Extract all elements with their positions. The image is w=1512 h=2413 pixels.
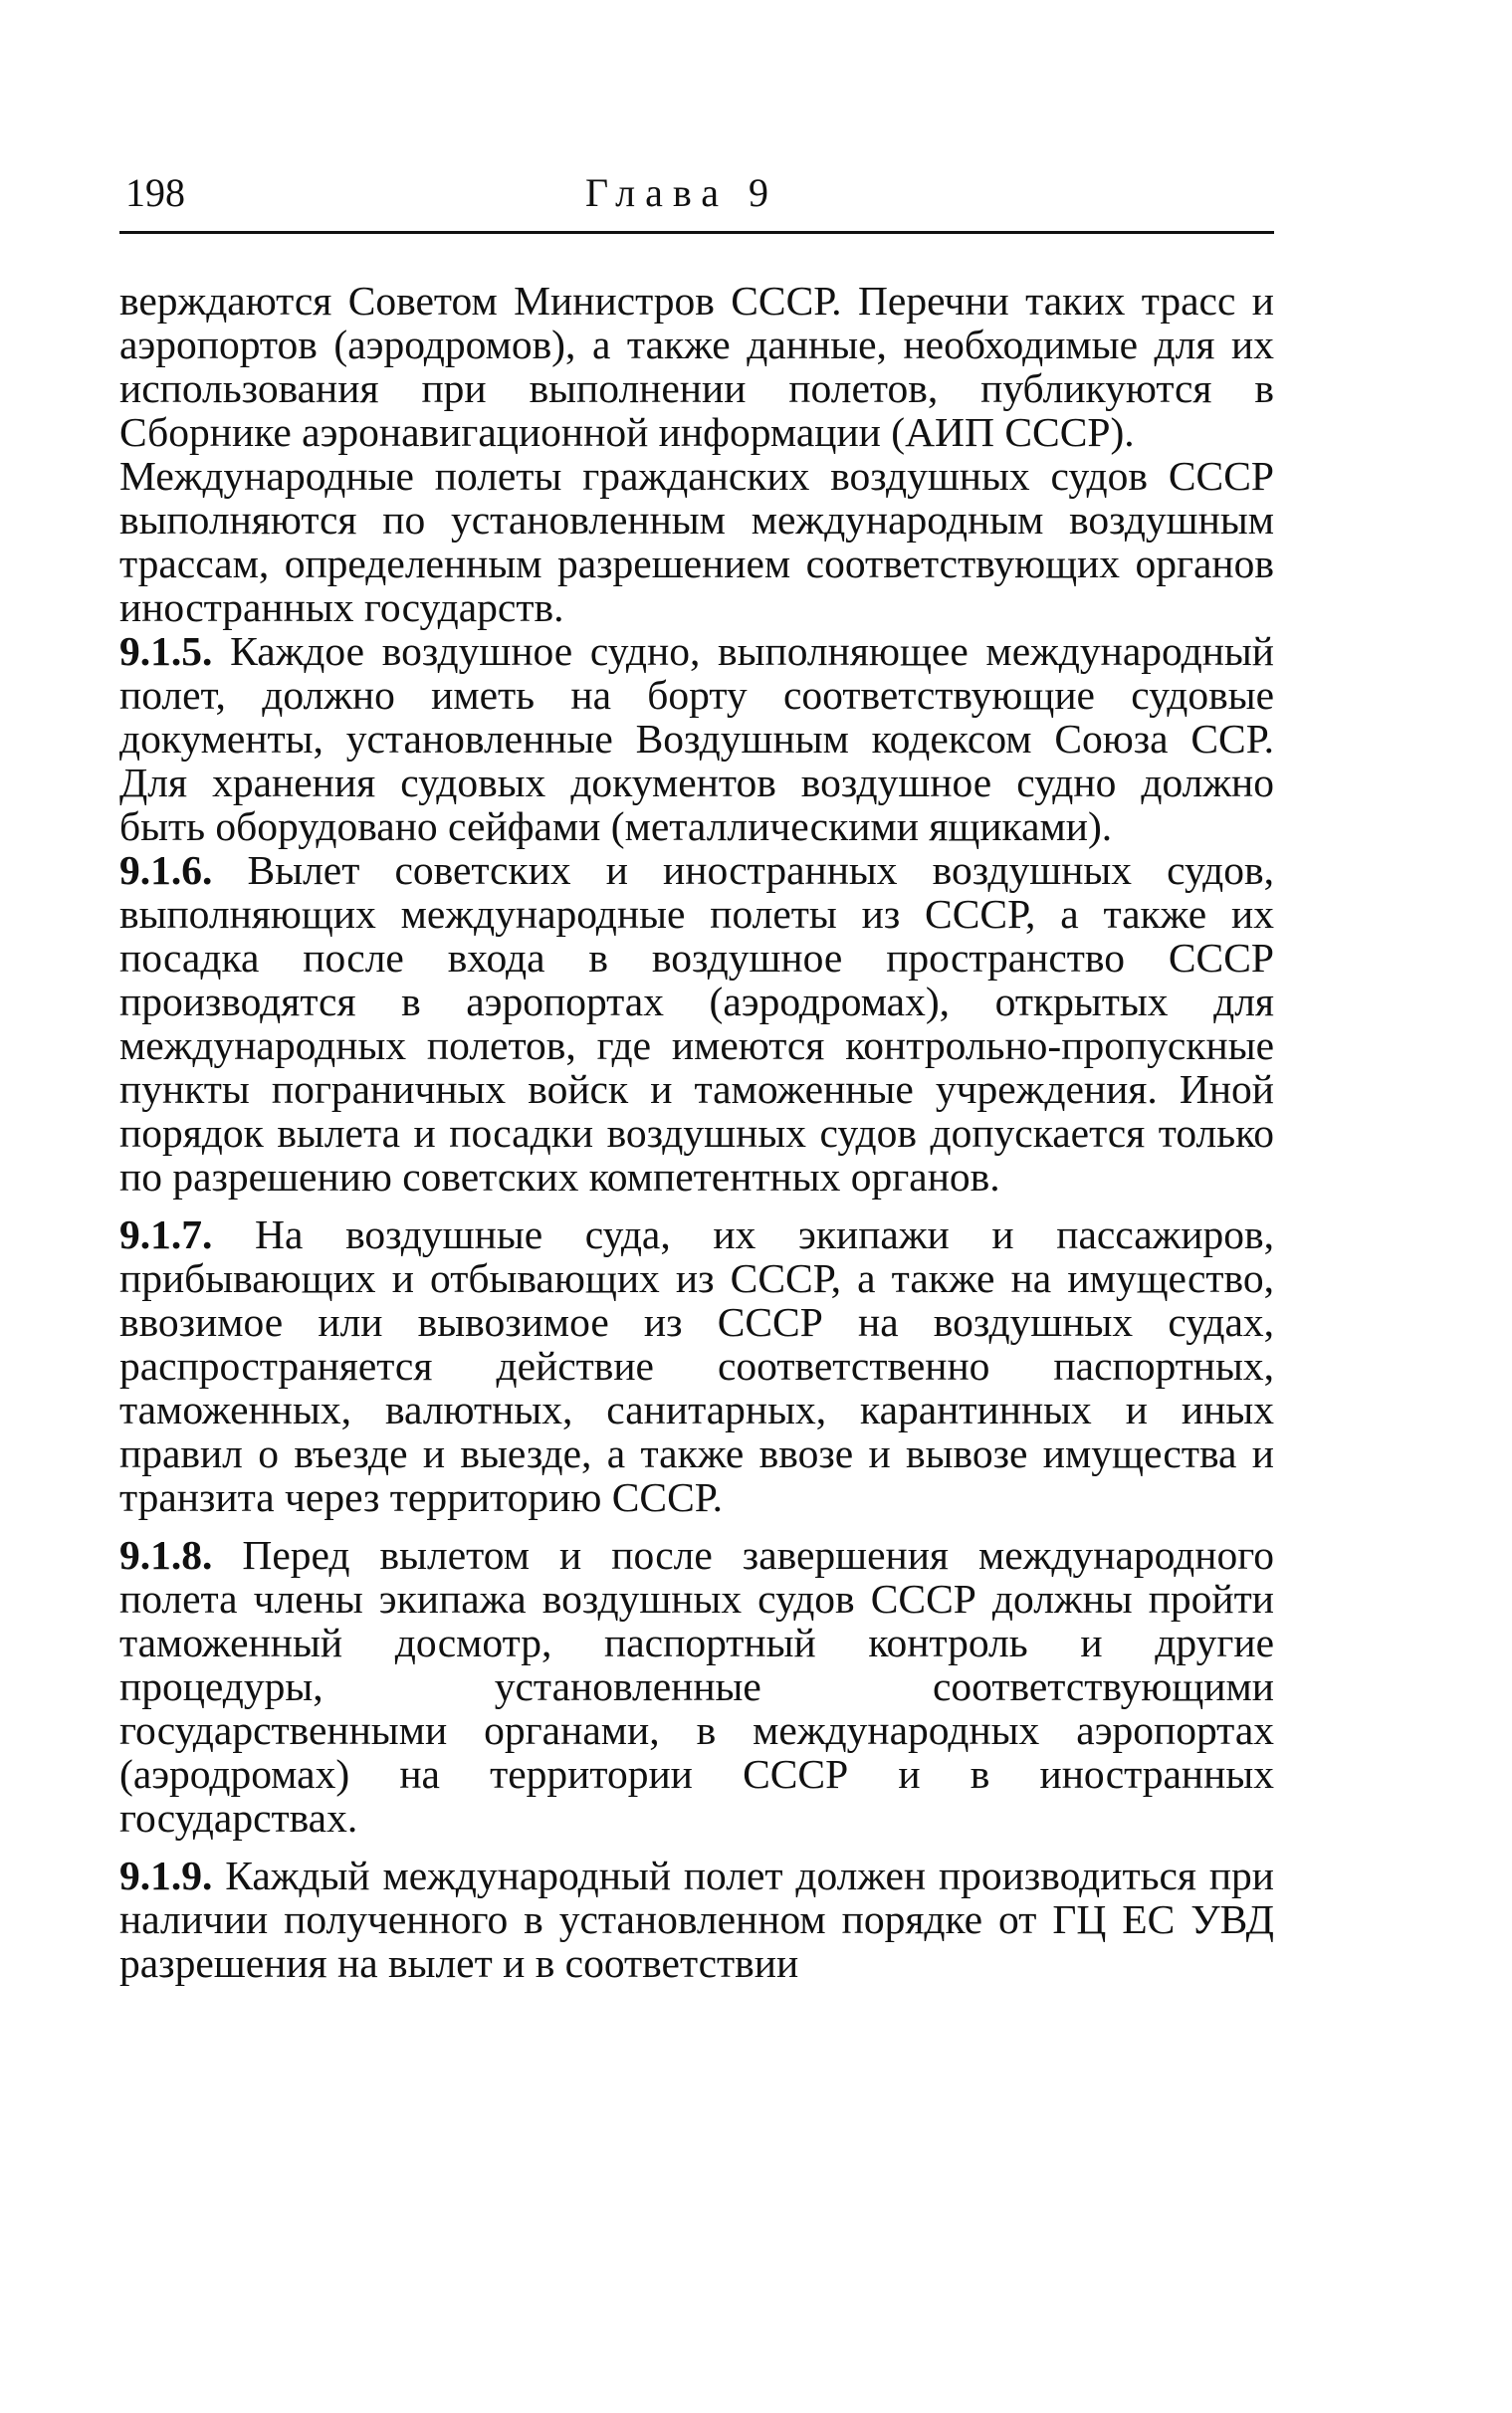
header-rule xyxy=(119,231,1274,234)
paragraph-text: верждаются Советом Министров СССР. Перечни таких трасс и аэропортов (аэродромов), а также данные, необходимые для их использования при выполнении полетов, публикуются в Сборнике аэронавигационной информации (АИП СССР). xyxy=(119,278,1274,455)
paragraph-9-1-8 xyxy=(119,1533,1274,1840)
paragraph-9-1-7 xyxy=(119,1212,1274,1519)
page-body xyxy=(119,279,1274,1985)
clause-number: 9.1.5. xyxy=(119,628,213,674)
paragraph-text: Вылет советских и иностранных воздушных судов, выполняющих международные полеты из СССР, а также их посадка после входа в воздушное пространство СССР производятся в аэропортах (аэродромах), открытых для международных полетов, где имеются контрольно-пропускные пункты пограничных войск и таможенные учреждения. Иной порядок вылета и посадки воздушных судов допускается только по разрешению советских компетентных органов. xyxy=(119,847,1275,1200)
paragraph-text: Международные полеты гражданских воздушных судов СССР выполняются по установленным международным воздушным трассам, определенным разрешением соответствующих органов иностранных государств. xyxy=(119,453,1274,630)
clause-number: 9.1.9. xyxy=(119,1853,213,1898)
paragraph-continuation xyxy=(119,279,1274,454)
page-header xyxy=(119,169,1274,229)
paragraph-text: Перед вылетом и после завершения международного полета члены экипажа воздушных судов СССР должны пройти таможенный досмотр, паспортный контроль и другие процедуры, установленные соответствующими государственными органами, в международных аэропортах (аэродромах) на территории СССР и в иностранных государствах. xyxy=(119,1532,1274,1841)
book-page xyxy=(119,169,1275,1986)
clause-number: 9.1.8. xyxy=(119,1532,213,1578)
paragraph-text: На воздушные суда, их экипажи и пассажиров, прибывающих и отбывающих из СССР, а также на имущество, ввозимое или вывозимое из СССР на воздушных судах, распространяется действие соответственно паспортных, таможенных, валютных, санитарных, карантинных и иных правил о въезде и выезде, а также ввозе и вывозе имущества и транзита через территорию СССР. xyxy=(119,1211,1275,1520)
clause-number: 9.1.6. xyxy=(119,847,213,893)
page-number: 198 xyxy=(125,170,185,215)
paragraph-international-flights xyxy=(119,454,1274,629)
paragraph-text: Каждый международный полет должен производиться при наличии полученного в установленном порядке от ГЦ ЕС УВД разрешения на вылет и в соответствии xyxy=(119,1853,1275,1986)
paragraph-text: Каждое воздушное судно, выполняющее международный полет, должно иметь на борту соответствующие судовые документы, установленные Воздушным кодексом Союза ССР. Для хранения судовых документов воздушное судно должно быть оборудовано сейфами (металлическими ящиками). xyxy=(119,628,1275,849)
running-head: Глава 9 xyxy=(585,170,778,215)
clause-number: 9.1.7. xyxy=(119,1211,213,1257)
paragraph-9-1-5 xyxy=(119,629,1274,848)
paragraph-9-1-6 xyxy=(119,848,1274,1199)
paragraph-9-1-9 xyxy=(119,1854,1274,1985)
